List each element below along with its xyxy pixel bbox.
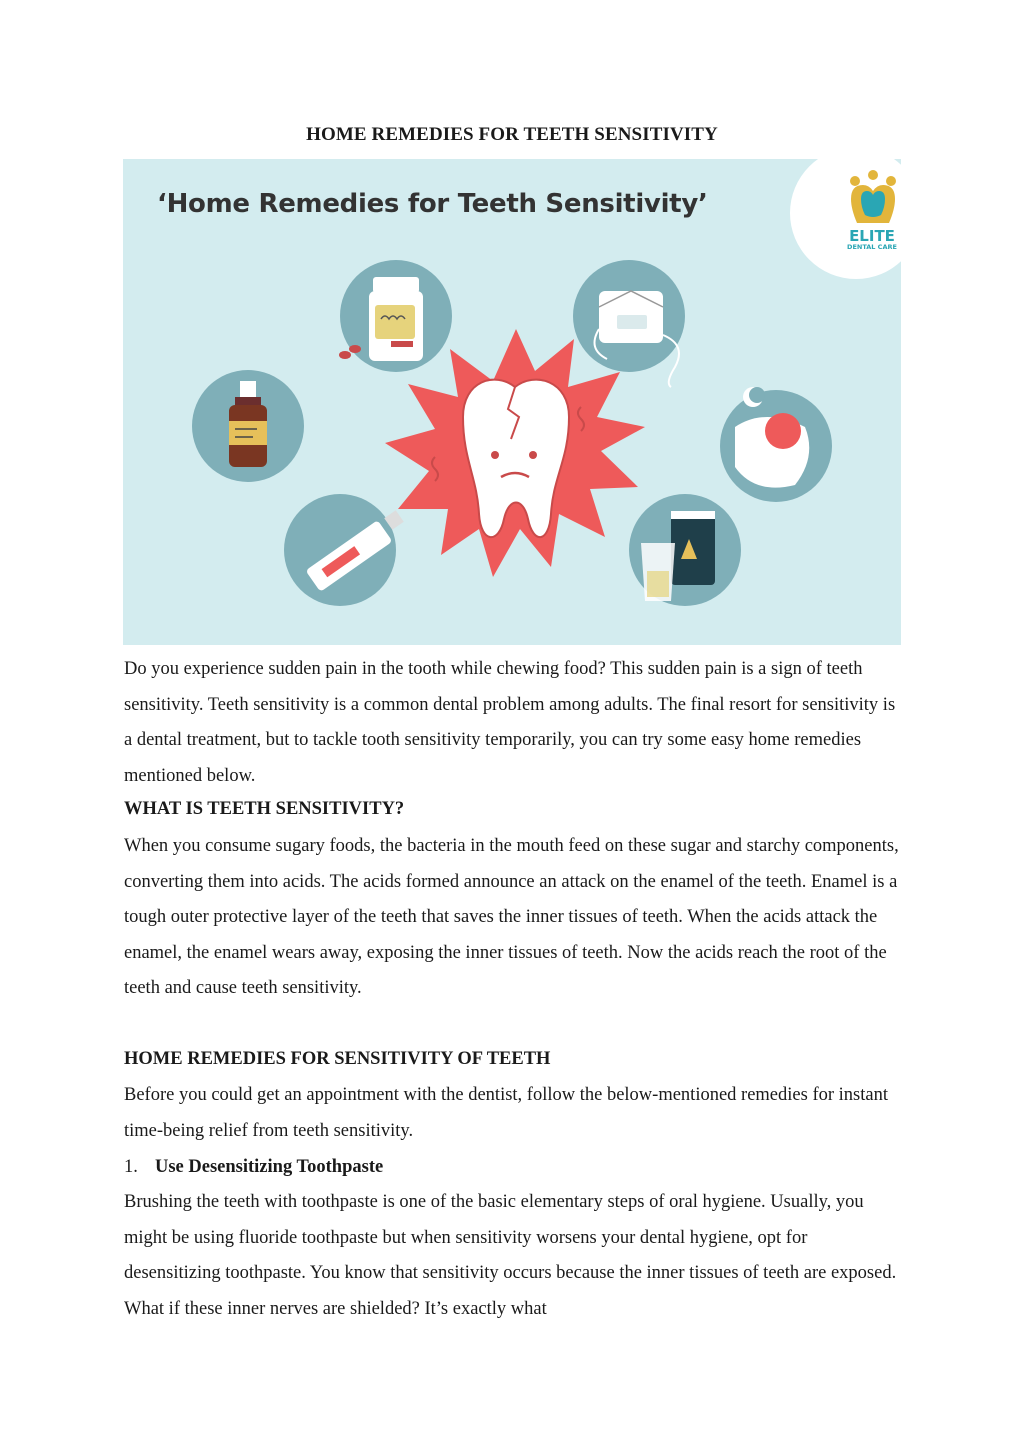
remedy-item-1 bbox=[124, 1157, 383, 1178]
section-body-what-is: When you consume sugary foods, the bacteria in the mouth feed on these sugar and starchy components, converting them into acids. The acids formed announce an attack on the enamel of the teeth. Enamel is a tough outer protective layer of the teeth that saves the inner tissues of teeth. When the acids attack the enamel, the enamel wears away, exposing the inner tissues of teeth. Now the acids reach the root of the teeth and cause teeth sensitivity. bbox=[124, 836, 899, 998]
banner-title: ‘Home Remedies for Teeth Sensitivity’ bbox=[157, 189, 708, 219]
remedy-number: 1. bbox=[124, 1157, 138, 1177]
logo-text: ELITE bbox=[849, 227, 895, 245]
section-body-remedies: Before you could get an appointment with the dentist, follow the below-mentioned remedies for instant time-being relief from teeth sensitivity. bbox=[124, 1085, 888, 1141]
page-title: HOME REMEDIES FOR TEETH SENSITIVITY bbox=[306, 124, 718, 145]
intro-paragraph: Do you experience sudden pain in the tooth while chewing food? This sudden pain is a sign of teeth sensitivity. Teeth sensitivity is a common dental problem among adults. The final resort for sensitivity is a dental treatment, but to tackle tooth sensitivity temporarily, you can try some easy home remedies mentioned below. bbox=[124, 659, 896, 786]
logo-subtext: DENTAL CARE bbox=[847, 243, 897, 251]
banner-illustration bbox=[123, 159, 901, 645]
banner-image bbox=[123, 159, 901, 645]
remedy-label: Use Desensitizing Toothpaste bbox=[155, 1157, 384, 1177]
section-heading-what-is: WHAT IS TEETH SENSITIVITY? bbox=[124, 799, 405, 819]
section-heading-remedies: HOME REMEDIES FOR SENSITIVITY OF TEETH bbox=[124, 1049, 551, 1069]
elite-logo-icon bbox=[847, 169, 899, 227]
remedy-body-1: Brushing the teeth with toothpaste is one of the basic elementary steps of oral hygiene. Usually, you might be using fluoride toothpaste but when sensitivity worsens your dental hygiene, opt for desensitizing toothpaste. You know that sensitivity occurs because the inner tissues of teeth are exposed. What if these inner nerves are shielded? It’s exactly what bbox=[124, 1192, 897, 1319]
